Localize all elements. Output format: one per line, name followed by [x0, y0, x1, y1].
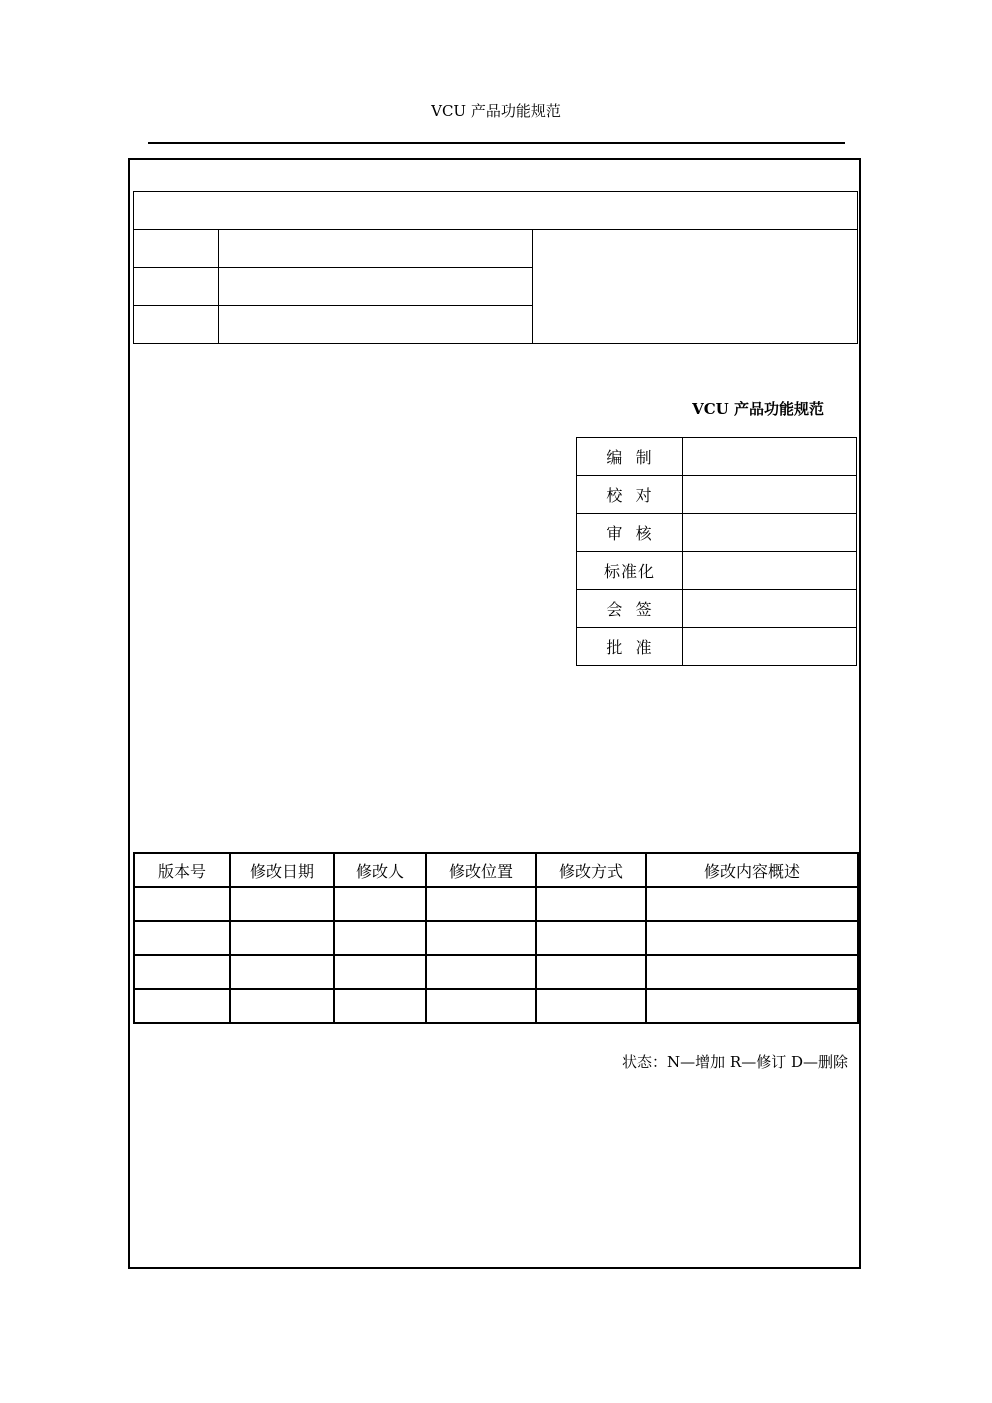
table-cell	[426, 955, 536, 989]
signoff-value	[683, 438, 857, 476]
table-cell	[334, 887, 426, 921]
info-title-cell	[134, 192, 858, 230]
table-cell	[426, 921, 536, 955]
info-side-cell	[533, 230, 858, 344]
table-cell	[334, 989, 426, 1023]
column-header-location: 修改位置	[426, 853, 536, 887]
signoff-row-approve	[577, 628, 857, 666]
table-cell	[536, 989, 646, 1023]
revision-table	[133, 852, 859, 1024]
signoff-label: 标准化	[577, 552, 683, 590]
signoff-label: 批 准	[577, 628, 683, 666]
signoff-row-compile	[577, 438, 857, 476]
table-cell	[646, 955, 858, 989]
info-value-cell	[219, 268, 533, 306]
signoff-label: 校 对	[577, 476, 683, 514]
signoff-value	[683, 628, 857, 666]
info-label-cell	[134, 230, 219, 268]
table-cell	[230, 989, 334, 1023]
signoff-label: 审 核	[577, 514, 683, 552]
column-header-author: 修改人	[334, 853, 426, 887]
signoff-row-proofread	[577, 476, 857, 514]
table-cell	[646, 989, 858, 1023]
signoff-value	[683, 552, 857, 590]
table-cell	[230, 887, 334, 921]
revision-header-row	[134, 853, 858, 887]
status-legend: 状态：N—增加 R—修订 D—删除	[622, 1053, 848, 1071]
table-cell	[134, 955, 230, 989]
table-cell	[646, 887, 858, 921]
signoff-value	[683, 590, 857, 628]
signoff-label: 编 制	[577, 438, 683, 476]
table-cell	[134, 921, 230, 955]
table-cell	[334, 921, 426, 955]
table-row	[134, 955, 858, 989]
signoff-table	[576, 437, 857, 666]
signoff-value	[683, 476, 857, 514]
signoff-row-review	[577, 514, 857, 552]
info-value-cell	[219, 230, 533, 268]
header-divider	[148, 142, 845, 144]
table-cell	[646, 921, 858, 955]
document-name: VCU 产品功能规范	[692, 400, 824, 418]
table-cell	[230, 921, 334, 955]
info-table	[133, 191, 858, 344]
info-value-cell	[219, 306, 533, 344]
table-cell	[134, 887, 230, 921]
info-row	[134, 230, 858, 268]
info-label-cell	[134, 306, 219, 344]
table-cell	[536, 955, 646, 989]
table-cell	[536, 887, 646, 921]
page-header-title: VCU 产品功能规范	[431, 102, 561, 120]
table-cell	[134, 989, 230, 1023]
column-header-version: 版本号	[134, 853, 230, 887]
signoff-value	[683, 514, 857, 552]
table-cell	[536, 921, 646, 955]
signoff-row-countersign	[577, 590, 857, 628]
table-row	[134, 887, 858, 921]
info-label-cell	[134, 268, 219, 306]
signoff-row-standardization	[577, 552, 857, 590]
table-row	[134, 921, 858, 955]
column-header-summary: 修改内容概述	[646, 853, 858, 887]
column-header-method: 修改方式	[536, 853, 646, 887]
table-cell	[426, 989, 536, 1023]
info-title-row	[134, 192, 858, 230]
table-cell	[426, 887, 536, 921]
table-cell	[334, 955, 426, 989]
table-cell	[230, 955, 334, 989]
table-row	[134, 989, 858, 1023]
column-header-date: 修改日期	[230, 853, 334, 887]
signoff-label: 会 签	[577, 590, 683, 628]
